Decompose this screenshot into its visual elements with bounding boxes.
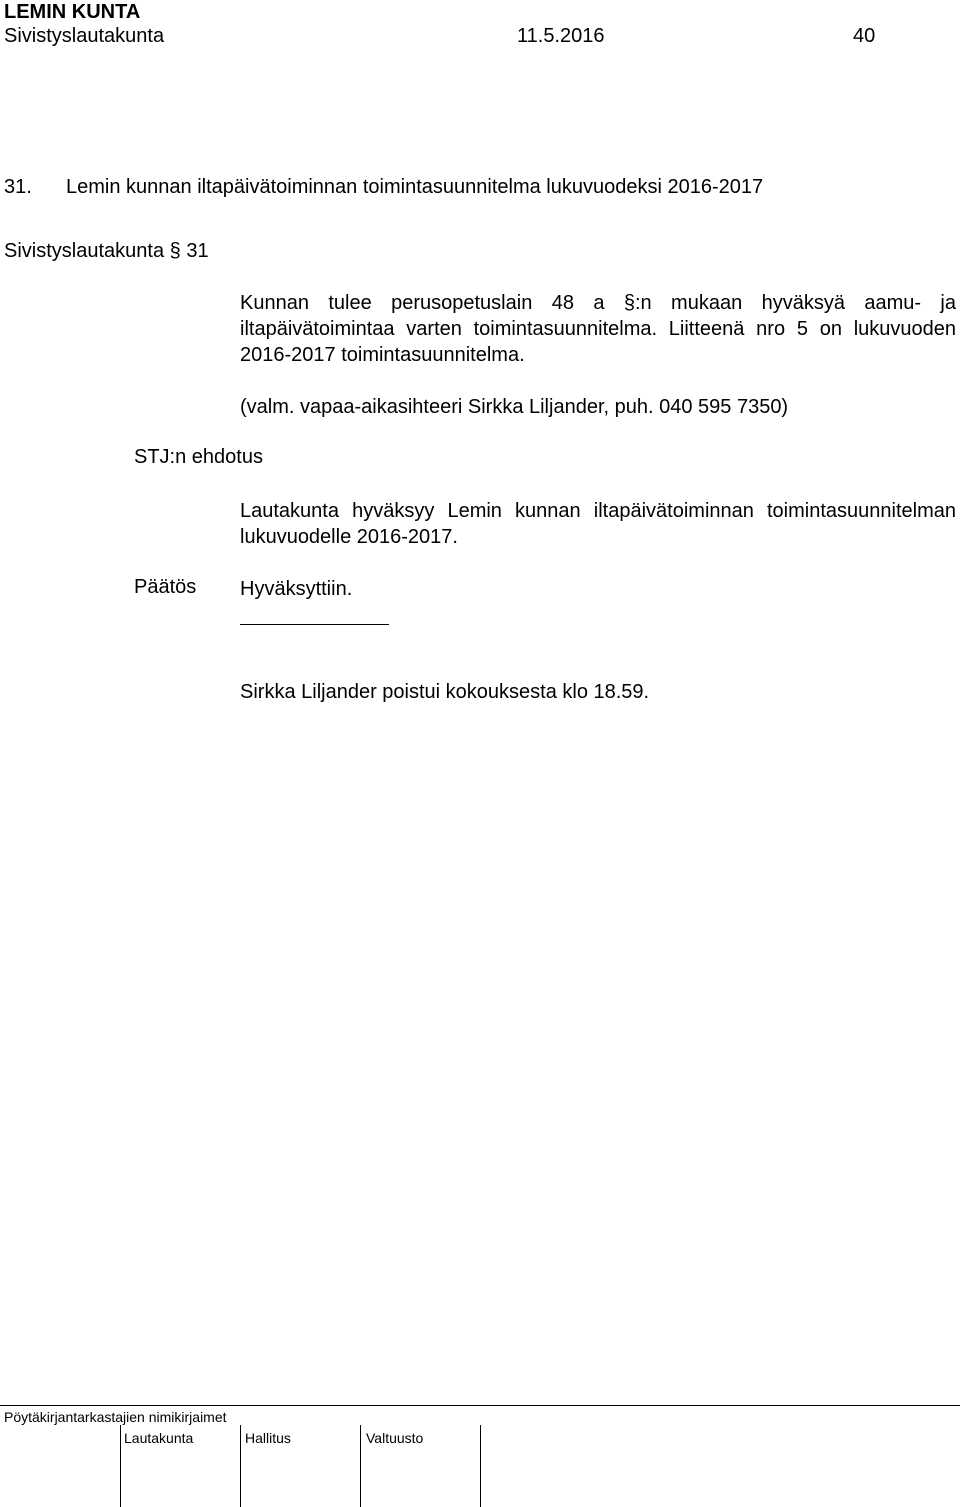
section-number: 31. [4, 176, 32, 198]
signature-column-divider [480, 1425, 481, 1507]
decision-paragraph: Hyväksyttiin. [240, 578, 353, 600]
signature-column-divider [120, 1425, 121, 1507]
footer-column-hallitus: Hallitus [245, 1430, 291, 1446]
footer-column-lautakunta: Lautakunta [124, 1430, 194, 1446]
footer-column-valtuusto: Valtuusto [366, 1430, 424, 1446]
proposal-label: STJ:n ehdotus [134, 446, 263, 468]
intro-paragraph: Kunnan tulee perusopetuslain 48 a §:n mukaan hyväksyä aamu- ja iltapäivätoimintaa varten toimintasuunnitelma. Liitteenä nro 5 on lukuvuoden 2016-2017 toimintasuunnitelma. [240, 292, 956, 366]
decision-separator [240, 624, 389, 625]
page-number: 40 [853, 25, 876, 47]
decision-label: Päätös [134, 576, 197, 598]
committee-name: Sivistyslautakunta [4, 25, 165, 47]
section-reference: Sivistyslautakunta § 31 [4, 240, 209, 262]
proposal-paragraph: Lautakunta hyväksyy Lemin kunnan iltapäivätoiminnan toimintasuunnitelman lukuvuodelle 2016-2017. [240, 500, 956, 548]
footer-divider [0, 1405, 960, 1406]
preparer-paragraph: (valm. vapaa-aikasihteeri Sirkka Liljander, puh. 040 595 7350) [240, 396, 789, 418]
meeting-date: 11.5.2016 [517, 25, 605, 47]
signature-column-divider [240, 1425, 241, 1507]
signature-column-divider [360, 1425, 361, 1507]
footer-signature-label: Pöytäkirjantarkastajien nimikirjaimet [4, 1409, 227, 1425]
section-title: Lemin kunnan iltapäivätoiminnan toimintasuunnitelma lukuvuodeksi 2016-2017 [66, 176, 764, 198]
organization-name: LEMIN KUNTA [4, 1, 141, 23]
note-paragraph: Sirkka Liljander poistui kokouksesta klo 18.59. [240, 681, 650, 703]
